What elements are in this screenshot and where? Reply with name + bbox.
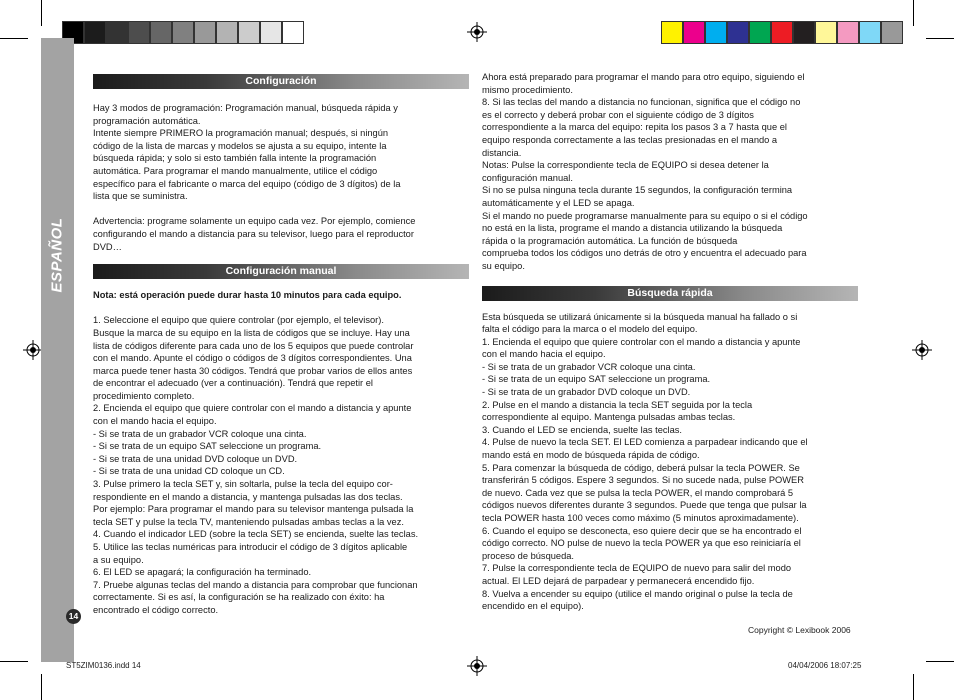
text-line: correspondiente al equipo. Mantenga pulsadas ambas teclas. [482, 412, 736, 423]
crop-mark [0, 661, 28, 662]
color-swatch [793, 21, 815, 44]
color-swatch [705, 21, 727, 44]
right-column [482, 71, 858, 613]
text-line: Hay 3 modos de programación: Programación manual, búsqueda rápida y [93, 103, 398, 113]
text-line: mando está en modo de búsqueda rápida de código. [482, 450, 700, 461]
text-line: Notas: Pulse la correspondiente tecla de EQUIPO si desea detener la [482, 160, 769, 171]
text-line: configuración manual. [482, 172, 573, 183]
text-line: Por ejemplo: Para programar el mando para su televisor mantenga pulsada la [93, 504, 414, 515]
color-swatch [881, 21, 903, 44]
text-line: rápida o la programación automática. La función de búsqueda [482, 235, 738, 246]
color-swatch [859, 21, 881, 44]
text-line: no está en la lista, programe el mando a distancia utilizando la búsqueda [482, 223, 783, 234]
text-line: Esta búsqueda se utilizará únicamente si la búsqueda manual ha fallado o si [482, 311, 798, 322]
text-line: 8. Si las teclas del mando a distancia no funcionan, significa que el código no [482, 97, 801, 108]
text-line: 7. Pulse la correspondiente tecla de EQUIPO de nuevo para salir del modo [482, 563, 792, 574]
text-line: es el correcto y deberá probar con el siguiente código de 3 dígitos [482, 109, 754, 120]
text-line: - Si se trata de un equipo SAT seleccione un programa. [482, 374, 711, 385]
section-heading-configuracion-manual: Configuración manual [93, 264, 469, 279]
text-line: 4. Pulse de nuevo la tecla SET. El LED comienza a parpadear indicando que el [482, 437, 808, 448]
section-body-configuracion [93, 102, 469, 253]
registration-mark-icon [467, 22, 487, 42]
text-line: con el mando hacia el equipo. [93, 416, 217, 427]
color-swatch [282, 21, 304, 44]
color-swatch [150, 21, 172, 44]
text-line: lista de códigos diferente para cada uno de los 5 equipos que puede controlar [93, 340, 414, 351]
section-body-busqueda-rapida [482, 311, 858, 613]
crop-mark [926, 661, 954, 662]
text-line: automática. Para programar el mando manualmente, utilice el código [93, 165, 378, 176]
copyright: Copyright © Lexibook 2006 [748, 625, 851, 635]
page-number: 14 [66, 609, 81, 624]
text-line: 6. Cuando el equipo se desconecta, eso quiere decir que se ha encontrado el [482, 525, 802, 536]
section-heading-busqueda-rapida: Búsqueda rápida [482, 286, 858, 301]
text-line: 1. Encienda el equipo que quiere controlar con el mando a distancia y apunte [482, 336, 801, 347]
text-line: código de la lista de marcas y modelos se ajusta a su equipo, intente la [93, 140, 387, 151]
text-line: correspondiente a la marca del equipo: repita los pasos 3 a 7 hasta que el [482, 122, 787, 133]
text-line: distancia. [482, 147, 522, 158]
text-line: encontrado el código correcto. [93, 604, 219, 615]
footer-file: ST5ZIM0136.indd 14 [66, 661, 141, 670]
crop-mark [926, 38, 954, 39]
text-line: de encontrar el adecuado (ver a continuación). Tendrá que repetir el [93, 378, 373, 389]
text-line: Ahora está preparado para programar el mando para otro equipo, siguiendo el [482, 72, 805, 82]
text-line: códigos nuevos diferentes durante 3 segundos. Puede que tenga que pulsar la [482, 500, 807, 511]
text-line: equipo responda correctamente a las teclas presionadas en el mando a [482, 134, 778, 145]
text-line [93, 203, 469, 216]
footer-datetime: 04/04/2006 18:07:25 [788, 661, 862, 670]
text-line: - Si se trata de una unidad DVD coloque un DVD. [93, 453, 298, 464]
left-column [93, 74, 469, 617]
text-line: proceso de búsqueda. [482, 550, 575, 561]
language-sidebar [41, 38, 74, 662]
color-swatch [216, 21, 238, 44]
text-line: 6. El LED se apagará; la configuración ha terminado. [93, 567, 312, 578]
text-line: comprueba todos los códigos uno detrás de otro y encuentra el adecuado para [482, 248, 807, 259]
text-line: - Si se trata de un grabador VCR coloque una cinta. [482, 361, 696, 372]
text-line: 5. Utilice las teclas numéricas para introducir el código de 3 dígitos aplicable [93, 542, 408, 552]
text-line: Busque la marca de su equipo en la lista de códigos que se incluye. Hay una [93, 327, 410, 338]
text-line: DVD… [93, 241, 122, 252]
color-swatch [128, 21, 150, 44]
text-line: - Si se trata de un grabador VCR coloque una cinta. [93, 428, 307, 439]
text-line: respondiente en el mando a distancia, y mantenga pulsadas las dos teclas. [93, 491, 403, 502]
text-line: Si no se pulsa ninguna tecla durante 15 segundos, la configuración termina [482, 185, 793, 196]
color-swatch [661, 21, 683, 44]
color-swatch [194, 21, 216, 44]
crop-mark [41, 0, 42, 26]
text-line: a su equipo. [93, 554, 144, 565]
text-line: código correcto. NO pulse de nuevo la tecla POWER ya que eso reiniciaría el [482, 538, 801, 549]
text-line: actual. El LED dejará de parpadear y permanecerá encendido fijo. [482, 575, 755, 586]
registration-mark-icon [23, 340, 43, 360]
grayscale-bar [62, 21, 304, 44]
section-body-configuracion-manual [93, 314, 469, 616]
color-swatch [238, 21, 260, 44]
text-line: automáticamente y el LED se apaga. [482, 197, 635, 208]
text-line: su equipo. [482, 260, 525, 271]
text-line: mismo procedimiento. [482, 84, 573, 95]
text-line: 8. Vuelva a encender su equipo (utilice el mando original o pulse la tecla de [482, 588, 793, 599]
color-swatch [837, 21, 859, 44]
text-line: configurando el mando a distancia para su televisor, luego para el reproductor [93, 228, 414, 239]
text-line: 3. Cuando el LED se encienda, suelte las teclas. [482, 424, 683, 435]
text-line: 2. Pulse en el mando a distancia la tecla SET seguida por la tecla [482, 399, 753, 410]
color-swatch [106, 21, 128, 44]
text-line: Advertencia: programe solamente un equipo cada vez. Por ejemplo, comience [93, 216, 416, 227]
text-line: - Si se trata de una unidad CD coloque un CD. [93, 466, 285, 477]
text-line: transferirán 5 códigos. Espere 3 segundos. Si no sucede nada, pulse POWER [482, 475, 804, 486]
text-line: falta el código para la marca o el modelo del equipo. [482, 324, 698, 335]
color-swatch [771, 21, 793, 44]
color-swatch [749, 21, 771, 44]
text-line: tecla POWER hasta 100 veces como máximo (5 minutos aproximadamente). [482, 513, 799, 523]
text-line: tecla SET y pulse la tecla TV, manteniendo pulsadas ambas teclas a la vez. [93, 516, 404, 527]
color-swatch [260, 21, 282, 44]
text-line: de nuevo. Cada vez que se pulsa la tecla POWER, el mando comprobará 5 [482, 487, 794, 498]
text-line: Si el mando no puede programarse manualmente para su equipo o si el código [482, 210, 808, 221]
text-line: 5. Para comenzar la búsqueda de código, deberá pulsar la tecla POWER. Se [482, 462, 800, 473]
crop-mark [0, 38, 28, 39]
text-line: 7. Pruebe algunas teclas del mando a distancia para comprobar que funcionan [93, 579, 418, 590]
text-line: - Si se trata de un grabador DVD coloque un DVD. [482, 387, 691, 398]
manual-continued-text [482, 71, 858, 273]
text-line: marca puede tener hasta 30 códigos. Tendrá que probar varios de ellos antes [93, 365, 413, 376]
color-swatch [172, 21, 194, 44]
section-heading-configuracion: Configuración [93, 74, 469, 89]
color-swatch [815, 21, 837, 44]
text-line: 3. Pulse primero la tecla SET y, sin soltarla, pulse la tecla del equipo cor- [93, 479, 393, 490]
registration-mark-icon [912, 340, 932, 360]
crop-mark [41, 674, 42, 700]
text-line: búsqueda rápida; y solo si esto también falla intente la programación [93, 153, 377, 164]
registration-mark-icon [467, 656, 487, 676]
color-swatch [727, 21, 749, 44]
text-line: procedimiento completo. [93, 390, 195, 401]
color-swatch [683, 21, 705, 44]
text-line: lista que se suministra. [93, 191, 188, 202]
text-line: específico para el fabricante o marca del equipo (código de 3 dígitos) de la [93, 178, 401, 189]
text-line: Intente siempre PRIMERO la programación manual; después, si ningún [93, 128, 389, 139]
text-line: encendido en el equipo). [482, 601, 584, 612]
text-line: 1. Seleccione el equipo que quiere controlar (por ejemplo, el televisor). [93, 315, 384, 326]
color-swatch [84, 21, 106, 44]
text-line: 2. Encienda el equipo que quiere controlar con el mando a distancia y apunte [93, 403, 412, 414]
language-label: ESPAÑOL [48, 217, 66, 293]
text-line: con el mando. Apunte el código o códigos de 3 dígitos correspondientes. Una [93, 353, 412, 364]
color-bar [661, 21, 903, 44]
text-line: - Si se trata de un equipo SAT seleccione un programa. [93, 441, 322, 452]
crop-mark [913, 674, 914, 700]
manual-note: Nota: está operación puede durar hasta 10 minutos para cada equipo. [93, 290, 402, 301]
crop-mark [913, 0, 914, 26]
text-line: correctamente. Si es así, la configuración se ha realizado con éxito: ha [93, 592, 385, 603]
text-line: programación automática. [93, 115, 201, 126]
text-line: con el mando hacia el equipo. [482, 349, 606, 360]
text-line: 4. Cuando el indicador LED (sobre la tecla SET) se encienda, suelte las teclas. [93, 529, 419, 540]
